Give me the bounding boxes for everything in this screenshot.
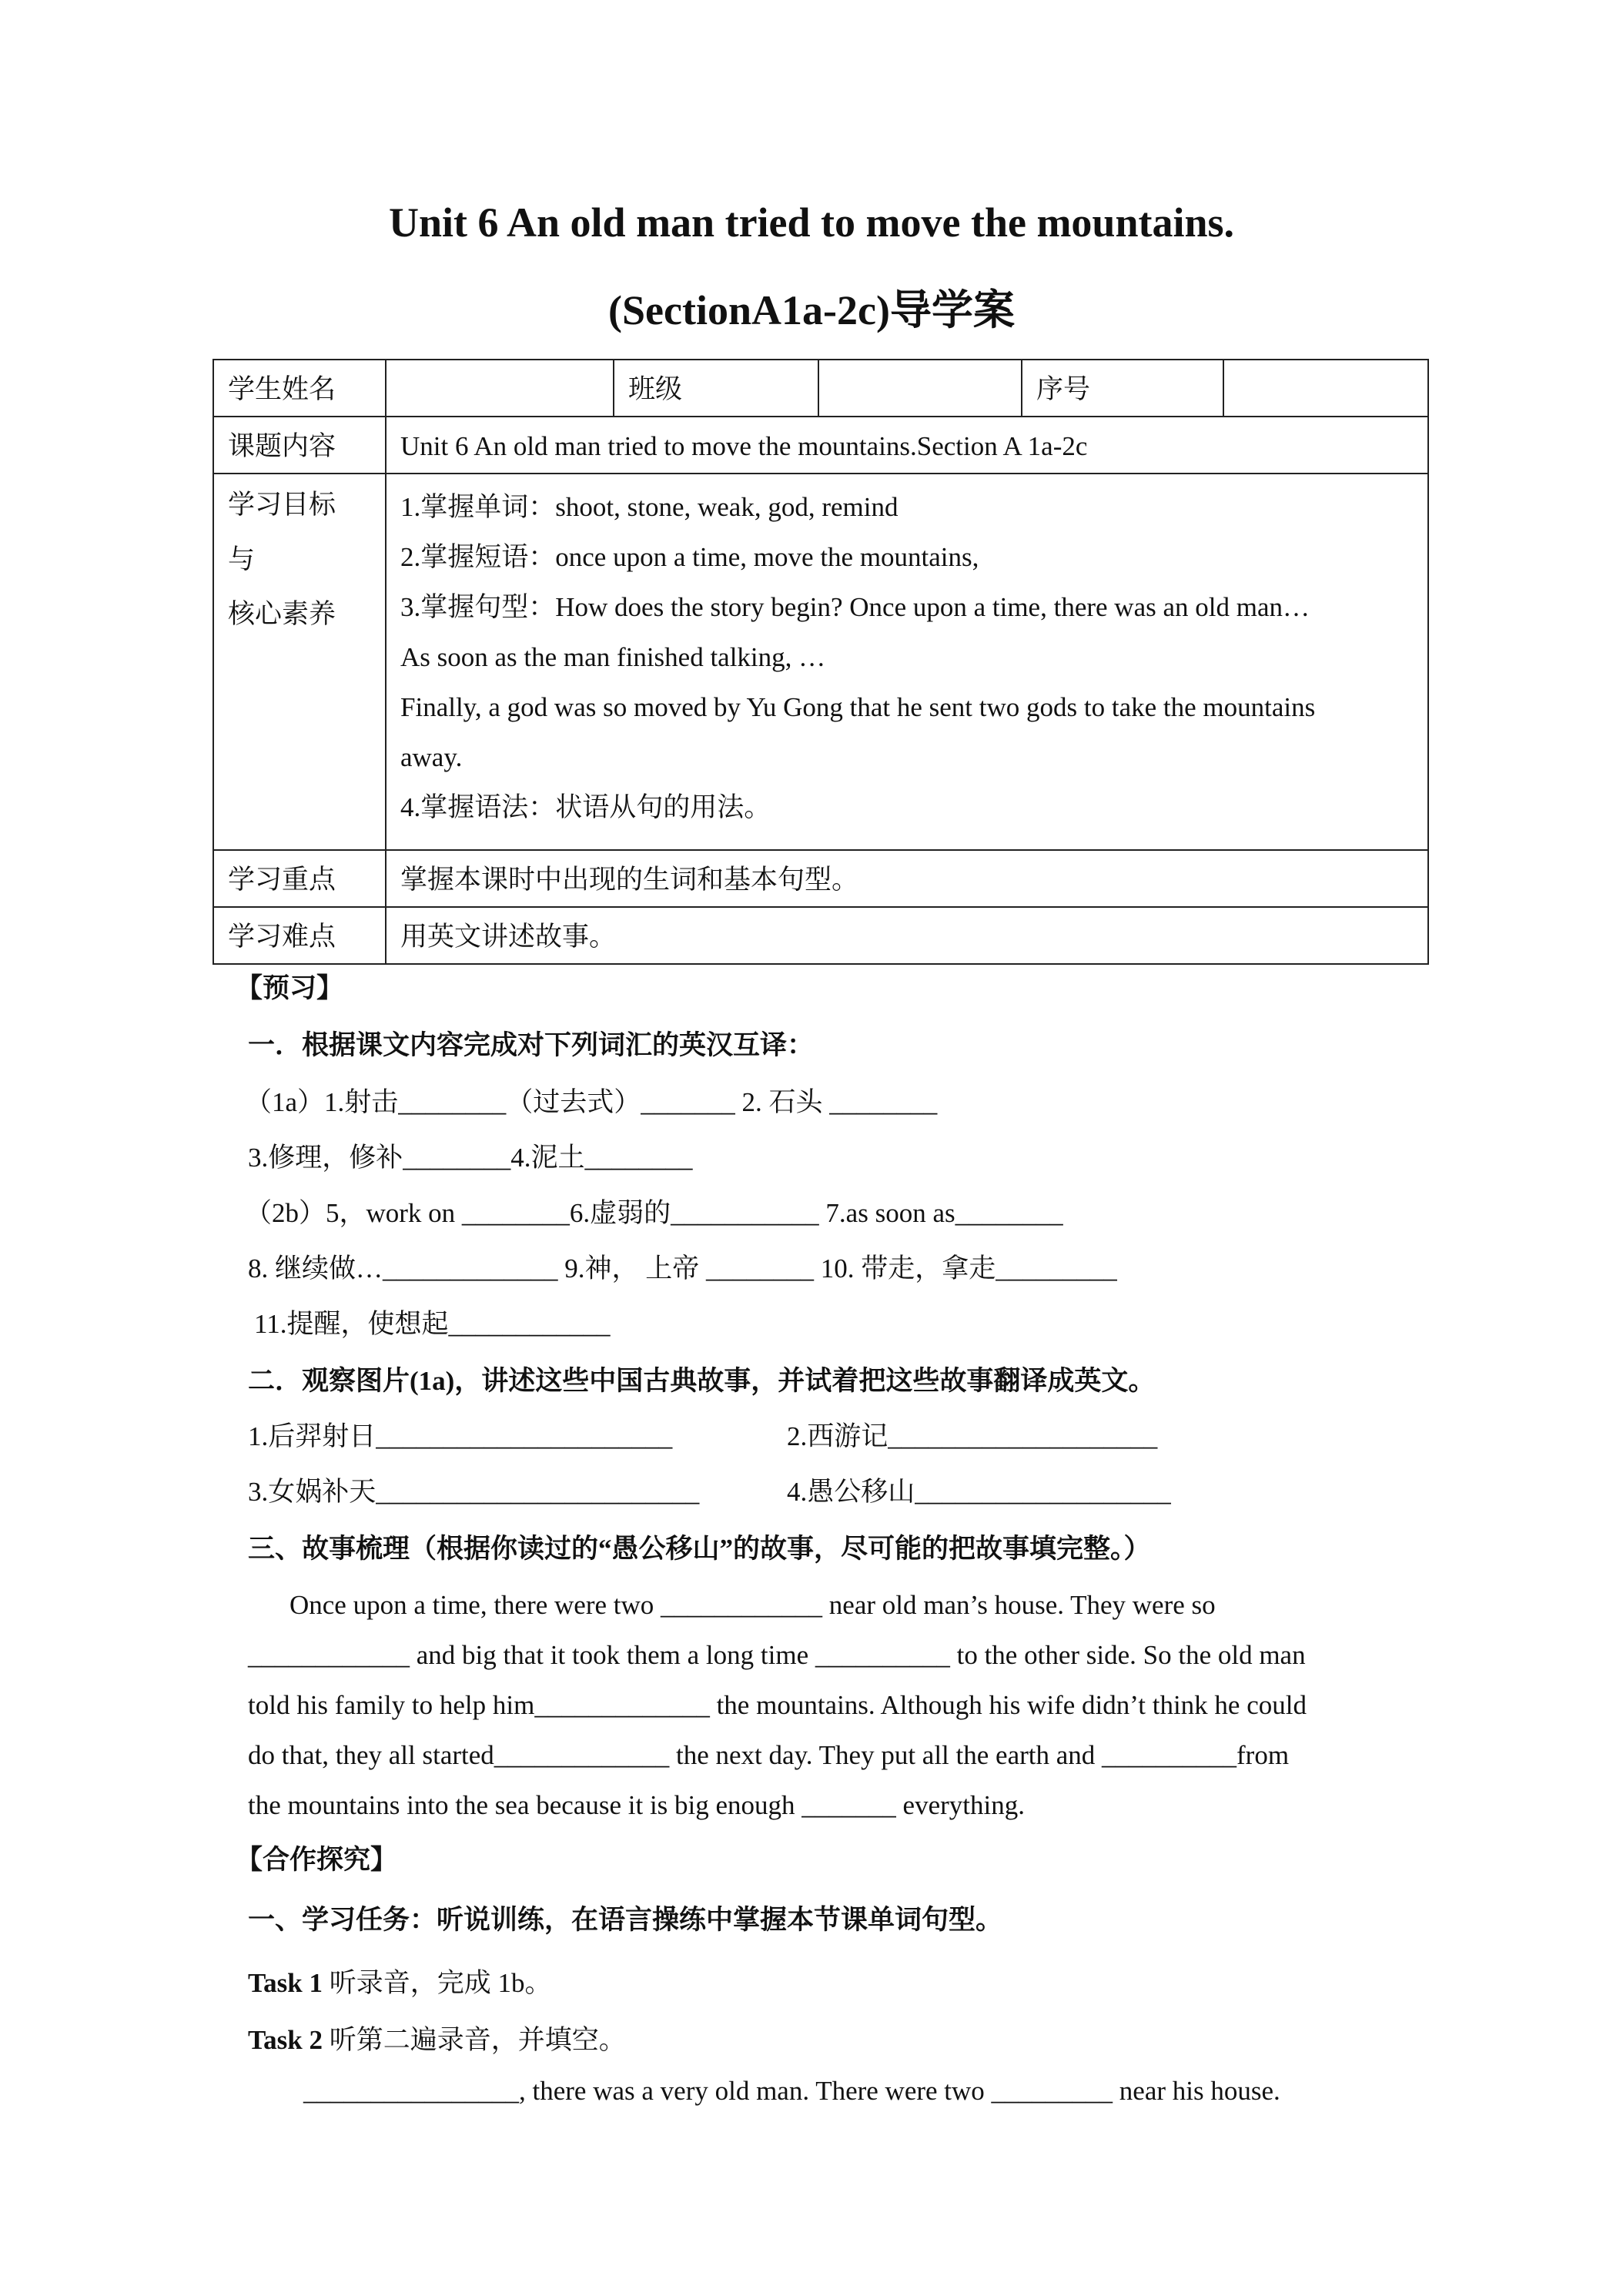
vocab-line: 11.提醒，使想起____________ [254,1309,611,1339]
goals-content [386,474,1428,850]
vocab-line: （2b）5，work on ________6.虚弱的___________ 7.as soon as________ [245,1198,1063,1228]
info-row-goals [213,474,1428,850]
cooperation-heading: 【合作探究】 [236,1845,398,1875]
topic-value: Unit 6 An old man tried to move the mountains.Section A 1a-2c [386,417,1428,474]
difficulties-label: 学习难点 [213,907,386,964]
story-line: Once upon a time, there were two ____________ near old man’s house. They were so [289,1590,1216,1620]
class-label: 班级 [614,360,818,417]
vocab-line: 3.修理，修补________4.泥土________ [248,1143,693,1173]
part3-heading: 三、故事梳理（根据你读过的“愚公移山”的故事，尽可能的把故事填完整。） [248,1534,1151,1564]
page-title-line2: (SectionA1a-2c)导学案 [608,287,1015,333]
vocab-line: （1a）1.射击________（过去式）_______ 2. 石头 ________ [245,1087,938,1117]
difficulties-value: 用英文讲述故事。 [386,907,1428,964]
story-item: 2.西游记____________________ [787,1421,1158,1451]
student-name-label: 学生姓名 [213,360,386,417]
task1-text: 听录音，完成 1b。 [322,1968,552,1998]
key-points-label: 学习重点 [213,850,386,907]
story-item: 1.后羿射日______________________ [248,1421,673,1451]
task1 [248,1962,551,2000]
goals-label-line: 学习目标 [228,490,336,520]
part1-heading: 一．根据课文内容完成对下列词汇的英汉互译： [248,1030,815,1060]
topic-label: 课题内容 [213,417,386,474]
story-line: do that, they all started_____________ the next day. They put all the earth and __________from [248,1740,1290,1770]
task-heading: 一、学习任务：听说训练，在语言操练中掌握本节课单词句型。 [248,1905,1003,1935]
task2 [248,2019,626,2057]
info-table [212,359,1429,965]
goal-line: 1.掌握单词：shoot, stone, weak, god, remind [400,492,899,522]
story-line: the mountains into the sea because it is big enough _______ everything. [248,1790,1025,1820]
info-row-topic [213,417,1428,474]
story-item: 4.愚公移山___________________ [787,1477,1171,1507]
class-field[interactable] [818,360,1022,417]
goal-line: 2.掌握短语：once upon a time, move the mountains, [400,542,979,572]
task2-label: Task 2 [248,2025,323,2055]
story-item: 3.女娲补天________________________ [248,1477,700,1507]
task2-line: ________________, there was a very old man. There were two _________ near his house. [303,2076,1280,2106]
preview-heading: 【预习】 [236,973,344,1003]
goal-line: away. [400,742,463,772]
goal-line: 3.掌握句型：How does the story begin? Once upon a time, there was an old man… [400,592,1310,622]
info-row-key-points [213,850,1428,907]
number-label: 序号 [1022,360,1223,417]
story-line: ____________ and big that it took them a long time __________ to the other side. So the old man [248,1640,1306,1670]
goal-line: As soon as the man finished talking, … [400,642,826,672]
goal-line: Finally, a god was so moved by Yu Gong that he sent two gods to take the mountains [400,692,1316,722]
key-points-value: 掌握本课时中出现的生词和基本句型。 [386,850,1428,907]
info-row-student [213,360,1428,417]
task2-text: 听第二遍录音，并填空。 [322,2025,626,2055]
goals-label [213,474,386,850]
story-line: told his family to help him_____________ the mountains. Although his wife didn’t think he could [248,1690,1307,1720]
goals-label-line: 核心素养 [228,599,336,629]
info-row-difficulties [213,907,1428,964]
number-field[interactable] [1223,360,1428,417]
goals-label-line: 与 [228,544,256,574]
part2-heading: 二．观察图片(1a)，讲述这些中国古典故事，并试着把这些故事翻译成英文。 [248,1366,1156,1396]
task1-label: Task 1 [248,1968,323,1998]
student-name-field[interactable] [386,360,614,417]
vocab-line: 8. 继续做…_____________ 9.神， 上帝 ________ 10. 带走，拿走_________ [248,1253,1117,1284]
goal-line: 4.掌握语法：状语从句的用法。 [400,792,771,822]
page-title-line1: Unit 6 An old man tried to move the mountains. [388,199,1235,246]
